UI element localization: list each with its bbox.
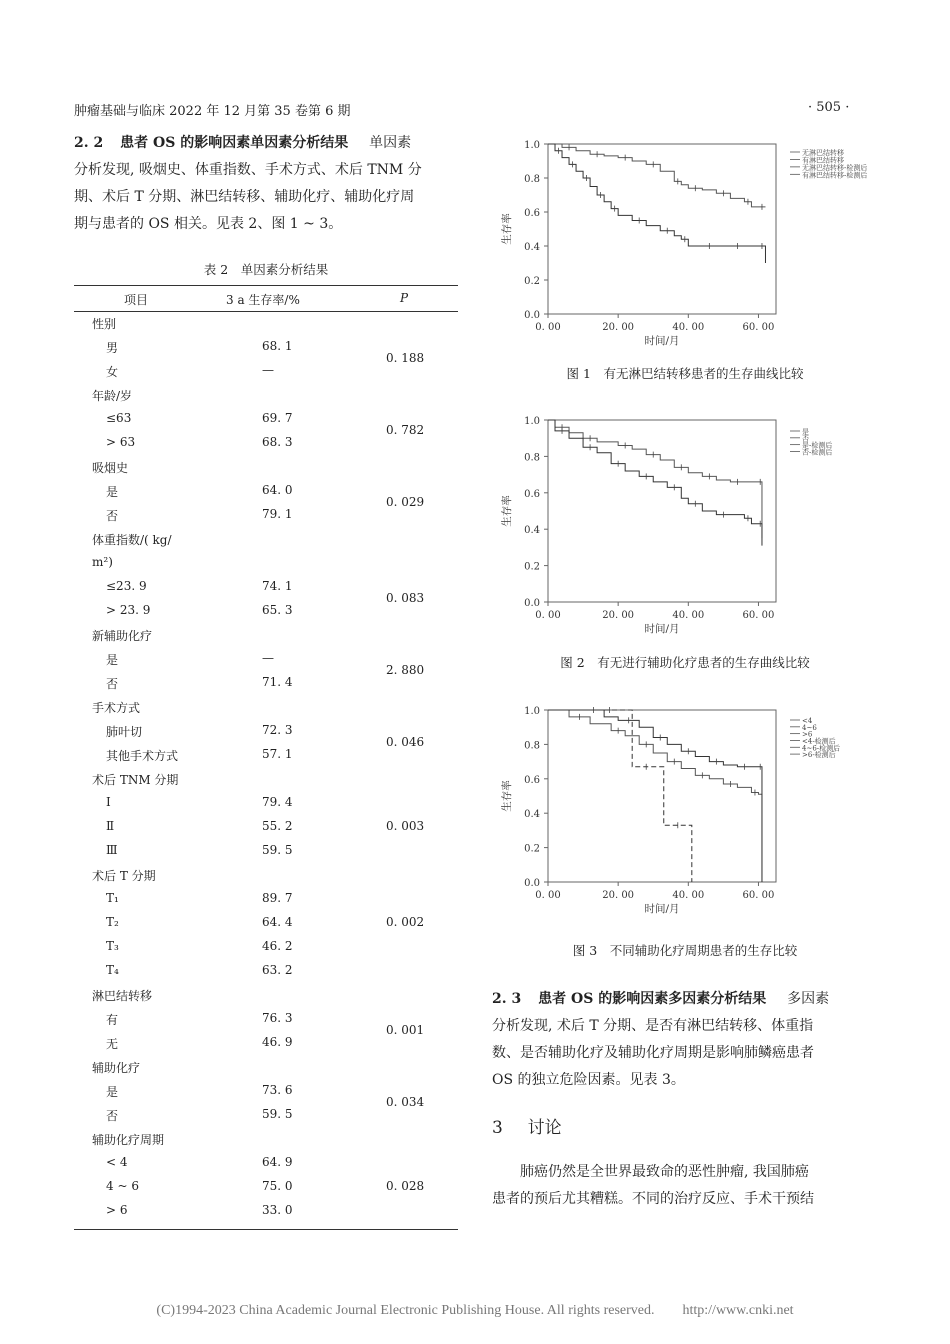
table-row-item: T₁ bbox=[106, 891, 119, 905]
table-row-item: Ⅲ bbox=[106, 843, 118, 857]
x-tick-label: 0. 00 bbox=[535, 610, 561, 621]
table-row-p: 0. 034 bbox=[386, 1095, 425, 1109]
journal-header: 肿瘤基础与临床 2022 年 12 月第 35 卷第 6 期 bbox=[74, 104, 351, 119]
legend-entry: 4~6 bbox=[802, 723, 817, 732]
table-row-item: ≤23. 9 bbox=[106, 579, 147, 593]
table-row-item: 男 bbox=[106, 341, 119, 355]
x-axis-label: 时间/月 bbox=[644, 623, 680, 635]
table-row-rate: — bbox=[262, 363, 274, 377]
y-tick-label: 0.8 bbox=[524, 452, 540, 464]
table-row-rate: 74. 1 bbox=[262, 579, 293, 593]
table-row-item: Ⅰ bbox=[106, 795, 111, 809]
y-tick-label: 0.2 bbox=[524, 276, 540, 287]
section-2-3-line-1: 分析发现, 术后 T 分期、是否有淋巴结转移、体重指 bbox=[492, 1018, 814, 1034]
table-row-item: 性别 bbox=[92, 317, 117, 331]
y-tick-label: 0.0 bbox=[524, 310, 540, 321]
table-row-rate: 65. 3 bbox=[262, 603, 293, 617]
figure-3 bbox=[490, 700, 880, 929]
section-2-2-line-3: 期与患者的 OS 相关。见表 2、图 1 ~ 3。 bbox=[74, 216, 343, 232]
table-top-rule bbox=[74, 285, 458, 286]
legend-entry: 是 bbox=[802, 428, 809, 436]
section-2-2-title: 患者 OS 的影响因素单因素分析结果 bbox=[120, 135, 349, 151]
table-row-item: 否 bbox=[106, 677, 119, 691]
figure-3-chart bbox=[490, 700, 880, 925]
legend-entry: 有淋巴结转移-检测后 bbox=[802, 171, 868, 180]
table-row-rate: 46. 2 bbox=[262, 939, 293, 953]
y-tick-label: 0.2 bbox=[524, 561, 540, 573]
y-tick-label: 0.0 bbox=[524, 878, 540, 889]
table-row-rate: 69. 7 bbox=[262, 411, 293, 425]
table-row-rate: 55. 2 bbox=[262, 819, 293, 833]
y-tick-label: 0.8 bbox=[524, 174, 540, 185]
table-row-item: 是 bbox=[106, 485, 119, 499]
table-row-rate: 64. 0 bbox=[262, 483, 293, 497]
table-header-rule bbox=[74, 311, 458, 312]
table-row-item: 是 bbox=[106, 1085, 119, 1099]
section-2-3-line-2: 数、是否辅助化疗及辅助化疗周期是影响肺鳞癌患者 bbox=[492, 1045, 814, 1061]
legend-entry: <4 bbox=[802, 717, 813, 725]
table-row-item: T₂ bbox=[106, 915, 119, 929]
table-header-rate: 3 a 生存率/% bbox=[226, 293, 300, 307]
legend-entry: 否-检测后 bbox=[802, 448, 833, 457]
plot-frame bbox=[548, 420, 776, 602]
table-header-p: P bbox=[400, 291, 409, 305]
section-3-title: 讨论 bbox=[527, 1118, 562, 1138]
table-row-item: > 6 bbox=[106, 1203, 128, 1217]
figure-3-caption: 图 3 不同辅助化疗周期患者的生存比较 bbox=[572, 943, 798, 958]
page-number: · 505 · bbox=[808, 100, 850, 115]
y-tick-label: 1.0 bbox=[524, 416, 540, 427]
survival-curve bbox=[548, 144, 765, 207]
table-row-p: 2. 880 bbox=[386, 663, 425, 677]
table-row-p: 0. 002 bbox=[386, 915, 425, 929]
figure-1-chart bbox=[490, 130, 880, 360]
legend-entry: 有淋巴结转移 bbox=[802, 156, 844, 165]
x-tick-label: 0. 00 bbox=[535, 890, 561, 901]
table-row-p: 0. 029 bbox=[386, 495, 425, 509]
table-row-rate: 79. 1 bbox=[262, 507, 293, 521]
table-row-item: 新辅助化疗 bbox=[92, 629, 153, 643]
section-3-num: 3 bbox=[492, 1118, 503, 1138]
legend-entry: 4~6-检测后 bbox=[802, 744, 841, 753]
table-row-item: 是 bbox=[106, 653, 119, 667]
section-2-2 bbox=[74, 130, 458, 238]
x-tick-label: 60. 00 bbox=[742, 890, 775, 901]
table-row-p: 0. 028 bbox=[386, 1179, 425, 1193]
table-2-title: 表 2 单因素分析结果 bbox=[203, 262, 329, 277]
x-tick-label: 40. 00 bbox=[672, 890, 705, 901]
section-3-body bbox=[492, 1159, 876, 1213]
legend-entry: 无淋巴结转移-检测后 bbox=[802, 163, 868, 172]
y-tick-label: 0.4 bbox=[524, 242, 540, 253]
table-row-rate: 68. 1 bbox=[262, 339, 293, 353]
y-tick-label: 0.6 bbox=[524, 208, 540, 219]
section-2-3-num: 2. 3 bbox=[492, 991, 522, 1007]
y-tick-label: 0.4 bbox=[524, 525, 540, 537]
table-row-item: 其他手术方式 bbox=[106, 749, 179, 763]
table-row-rate: 79. 4 bbox=[262, 795, 293, 809]
x-axis-label: 时间/月 bbox=[644, 335, 680, 347]
section-2-2-line-0: 单因素 bbox=[369, 135, 412, 151]
table-row-item: 淋巴结转移 bbox=[92, 989, 153, 1003]
legend-entry: >6 bbox=[802, 730, 813, 739]
table-row-rate: 89. 7 bbox=[262, 891, 293, 905]
x-tick-label: 60. 00 bbox=[742, 322, 775, 333]
table-row-rate: 63. 2 bbox=[262, 963, 293, 977]
y-tick-label: 1.0 bbox=[524, 706, 540, 717]
y-axis-label: 生存率 bbox=[501, 213, 513, 245]
table-row-item: 有 bbox=[106, 1013, 119, 1027]
x-tick-label: 20. 00 bbox=[602, 610, 635, 621]
table-row-item: 无 bbox=[106, 1037, 119, 1051]
section-2-3-line-0: 多因素 bbox=[787, 991, 830, 1007]
table-row-item: 否 bbox=[106, 509, 119, 523]
y-tick-label: 1.0 bbox=[524, 140, 540, 151]
y-tick-label: 0.2 bbox=[524, 843, 540, 855]
section-2-3 bbox=[492, 986, 876, 1094]
table-row-item: 术后 TNM 分期 bbox=[92, 773, 179, 787]
table-header-item: 项目 bbox=[124, 293, 149, 307]
y-axis-label: 生存率 bbox=[501, 495, 513, 527]
table-row-rate: 71. 4 bbox=[262, 675, 293, 689]
y-tick-label: 0.8 bbox=[524, 740, 540, 752]
table-row-item: > 23. 9 bbox=[106, 603, 151, 617]
figure-2 bbox=[490, 405, 880, 644]
table-row-rate: 59. 5 bbox=[262, 843, 293, 857]
table-row-item: 女 bbox=[106, 365, 119, 379]
section-3-line-1: 患者的预后尤其糟糕。不同的治疗反应、手术干预结 bbox=[492, 1191, 814, 1207]
plot-frame bbox=[548, 710, 776, 882]
legend-entry: 无淋巴结转移 bbox=[802, 149, 844, 157]
survival-curve bbox=[548, 710, 692, 882]
table-row-p: 0. 003 bbox=[386, 819, 425, 833]
section-2-2-num: 2. 2 bbox=[74, 135, 104, 151]
x-tick-label: 20. 00 bbox=[602, 890, 635, 901]
legend-entry: >6-检测后 bbox=[802, 751, 836, 760]
table-row-item: 体重指数/( kg/ bbox=[92, 533, 172, 547]
y-tick-label: 0.6 bbox=[524, 774, 540, 786]
table-row-item: 辅助化疗周期 bbox=[92, 1133, 165, 1147]
table-row-rate: 57. 1 bbox=[262, 747, 293, 761]
table-row-item: 吸烟史 bbox=[92, 461, 129, 475]
survival-curve bbox=[548, 420, 762, 546]
table-row-p: 0. 188 bbox=[386, 351, 425, 365]
table-row-rate: 46. 9 bbox=[262, 1035, 293, 1049]
table-row-rate: 33. 0 bbox=[262, 1203, 293, 1217]
table-row-item: m²) bbox=[92, 555, 113, 569]
table-row-rate: 64. 4 bbox=[262, 915, 293, 929]
section-2-2-line-1: 分析发现, 吸烟史、体重指数、手术方式、术后 TNM 分 bbox=[74, 162, 422, 178]
legend-entry: 否 bbox=[802, 434, 809, 443]
table-row-p: 0. 083 bbox=[386, 591, 425, 605]
table-row-rate: 68. 3 bbox=[262, 435, 293, 449]
figure-1 bbox=[490, 130, 880, 364]
x-axis-label: 时间/月 bbox=[644, 903, 680, 915]
x-tick-label: 40. 00 bbox=[672, 610, 705, 621]
y-tick-label: 0.6 bbox=[524, 488, 540, 500]
figure-1-caption: 图 1 有无淋巴结转移患者的生存曲线比较 bbox=[566, 366, 804, 381]
survival-curve bbox=[548, 144, 765, 263]
x-tick-label: 40. 00 bbox=[672, 322, 705, 333]
table-row-item: 手术方式 bbox=[92, 701, 141, 715]
section-3-line-0: 肺癌仍然是全世界最致命的恶性肿瘤, 我国肺癌 bbox=[520, 1164, 809, 1180]
survival-curve bbox=[548, 710, 762, 882]
table-row-item: 4 ~ 6 bbox=[106, 1179, 139, 1193]
table-row-item: T₄ bbox=[106, 963, 119, 977]
figure-2-chart bbox=[490, 405, 880, 640]
table-row-rate: 75. 0 bbox=[262, 1179, 293, 1193]
section-2-2-line-2: 期、术后 T 分期、淋巴结转移、辅助化疗、辅助化疗周 bbox=[74, 189, 415, 205]
table-row-item: 肺叶切 bbox=[106, 725, 143, 739]
copyright-footer: (C)1994-2023 China Academic Journal Electronic Publishing House. All rights reserved. http://www.cnki.net bbox=[156, 1303, 794, 1318]
legend-entry: 是-检测后 bbox=[802, 441, 833, 450]
table-row-item: < 4 bbox=[106, 1155, 128, 1169]
table-row-rate: — bbox=[262, 651, 274, 665]
table-row-p: 0. 782 bbox=[386, 423, 425, 437]
table-row-item: 辅助化疗 bbox=[92, 1061, 141, 1075]
table-row-p: 0. 001 bbox=[386, 1023, 425, 1037]
x-tick-label: 60. 00 bbox=[742, 610, 775, 621]
table-row-item: Ⅱ bbox=[106, 819, 115, 833]
y-tick-label: 0.0 bbox=[524, 598, 540, 609]
y-tick-label: 0.4 bbox=[524, 809, 540, 821]
y-axis-label: 生存率 bbox=[501, 780, 513, 812]
x-tick-label: 0. 00 bbox=[535, 322, 561, 333]
plot-frame bbox=[548, 144, 776, 314]
table-row-rate: 76. 3 bbox=[262, 1011, 293, 1025]
table-row-item: > 63 bbox=[106, 435, 136, 449]
section-2-3-title: 患者 OS 的影响因素多因素分析结果 bbox=[538, 991, 767, 1007]
x-tick-label: 20. 00 bbox=[602, 322, 635, 333]
table-row-item: T₃ bbox=[106, 939, 119, 953]
table-bottom-rule bbox=[74, 1229, 458, 1230]
table-row-item: 术后 T 分期 bbox=[92, 869, 156, 883]
table-row-item: ≤63 bbox=[106, 411, 132, 425]
table-row-rate: 64. 9 bbox=[262, 1155, 293, 1169]
table-row-item: 年龄/岁 bbox=[92, 389, 133, 403]
survival-curve bbox=[548, 710, 762, 882]
section-2-3-line-3: OS 的独立危险因素。见表 3。 bbox=[492, 1072, 685, 1088]
section-3-heading bbox=[492, 1113, 562, 1138]
table-row-p: 0. 046 bbox=[386, 735, 425, 749]
table-row-rate: 59. 5 bbox=[262, 1107, 293, 1121]
table-row-item: 否 bbox=[106, 1109, 119, 1123]
table-row-rate: 72. 3 bbox=[262, 723, 293, 737]
legend-entry: <4-检测后 bbox=[802, 737, 836, 746]
figure-2-caption: 图 2 有无进行辅助化疗患者的生存曲线比较 bbox=[560, 655, 810, 670]
table-row-rate: 73. 6 bbox=[262, 1083, 293, 1097]
